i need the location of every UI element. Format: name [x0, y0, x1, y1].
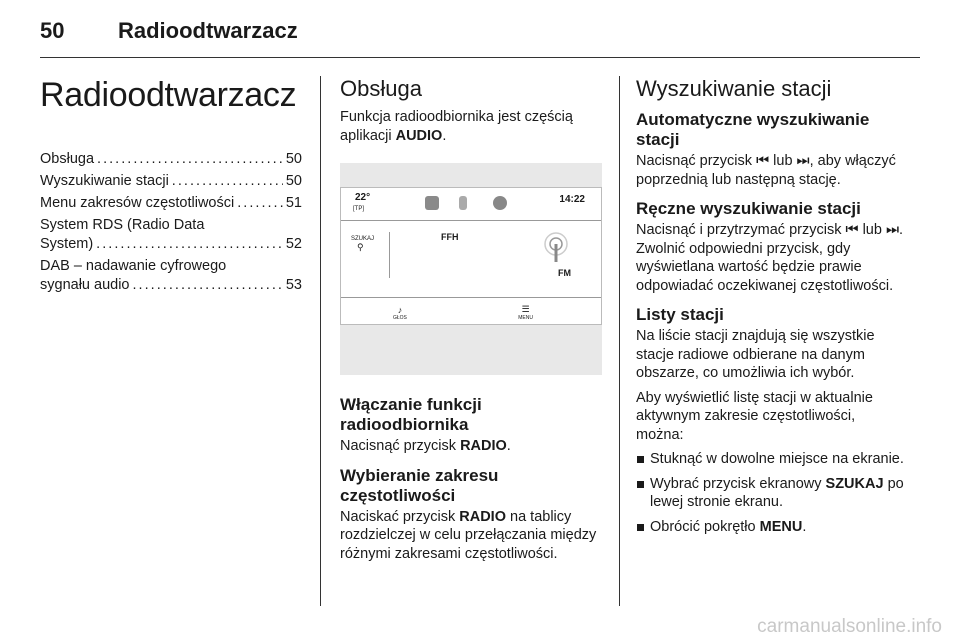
subsection-title: Listy stacji: [636, 305, 724, 324]
clock-readout: 14:22: [559, 194, 585, 205]
subsection-paragraph: Naciskać przycisk RADIO na tablicy rozdzielczej w celu przełączania między różnymi zakresami częstotliwości.: [340, 508, 597, 562]
watermark: carmanualsonline.info: [757, 616, 942, 637]
bullet-list: [636, 450, 904, 536]
app-icons: [421, 190, 521, 218]
subsection-title: Ręczne wyszukiwanie stacji: [636, 199, 861, 218]
bullet-item: Obrócić pokrętło MENU.: [636, 518, 904, 537]
phone-icon[interactable]: [459, 196, 467, 210]
section-title: Wyszukiwanie stacji: [636, 76, 832, 101]
station-search-column: [636, 76, 904, 542]
radio-screen: [340, 187, 602, 325]
speaker-icon: ♪: [397, 305, 403, 315]
bullet-item: Stuknąć w dowolne miejsce na ekranie.: [636, 450, 904, 469]
search-icon: ⚲: [357, 242, 364, 252]
subsection-paragraph: Nacisnąć przycisk RADIO.: [340, 438, 511, 454]
skip-back-icon: ⏮: [845, 222, 859, 238]
intro-paragraph: Funkcja radioodbiornika jest częścią aplikacji AUDIO.: [340, 109, 573, 144]
page-number: 50: [40, 18, 65, 43]
toc-entry-page: 50: [285, 151, 302, 167]
screen-divider: [389, 232, 390, 278]
column-divider-2: [619, 76, 620, 606]
toc-entry[interactable]: [40, 172, 302, 191]
subsection-title: Włączanie funkcji radioodbiornika: [340, 395, 482, 434]
tp-indicator: [TP]: [353, 206, 365, 212]
toc-column: [40, 76, 302, 298]
toc-entry-page: 51: [285, 195, 302, 211]
skip-forward-icon: ⏭: [885, 222, 900, 238]
toc-entry[interactable]: [40, 194, 302, 213]
toc-entry-page: 50: [285, 173, 302, 189]
column-divider-1: [320, 76, 321, 606]
toc-entry-page: 53: [285, 277, 302, 293]
screen-top-bar: [341, 188, 601, 221]
music-note-icon[interactable]: [425, 196, 439, 210]
skip-back-icon: ⏮: [756, 153, 770, 169]
operation-column: [340, 76, 602, 569]
menu-icon: ☰: [521, 304, 530, 314]
toc-entry-title: sygnału audio: [40, 277, 130, 293]
subsection-paragraph: Na liście stacji znajdują się wszystkie stacje radiowe odbierane na danym obszarze, co umożliwia ich wybór.: [636, 328, 875, 381]
subsection-paragraph: Aby wyświetlić listę stacji w aktualnie aktywnym zakresie częstotliwości, można:: [636, 389, 873, 443]
toc-entry-title: Menu zakresów częstotliwości: [40, 195, 235, 211]
temperature-readout: 22°: [355, 192, 371, 203]
section-title: Obsługa: [340, 76, 422, 101]
station-name: FFH: [441, 232, 459, 242]
header-rule: [40, 57, 920, 58]
bullet-item: Wybrać przycisk ekranowy SZUKAJ po lewej stronie ekranu.: [636, 475, 904, 512]
toc-entry-title-line1: DAB – nadawanie cyfrowego: [40, 258, 227, 274]
infotainment-screen-figure: [340, 163, 602, 375]
page-header: [40, 18, 920, 58]
sound-button[interactable]: ♪ GŁOS: [393, 305, 407, 321]
search-button[interactable]: SZUKAJ ⚲: [351, 236, 375, 252]
toc-entry[interactable]: [40, 216, 302, 254]
toc-entry-title-line1: System RDS (Radio Data: [40, 217, 205, 233]
menu-button[interactable]: ☰ MENU: [518, 304, 533, 321]
toc-entry[interactable]: [40, 257, 302, 295]
globe-icon[interactable]: [493, 196, 507, 210]
toc-entry-title: System): [40, 236, 94, 252]
radio-antenna-icon: [541, 230, 571, 264]
skip-forward-icon: ⏭: [796, 153, 810, 169]
subsection-title: Automatyczne wyszukiwanie stacji: [636, 110, 870, 149]
chapter-title: Radioodtwarzacz: [40, 76, 297, 114]
band-indicator: FM: [558, 268, 571, 278]
toc-entry-page: 52: [285, 236, 302, 252]
toc-entry-title: Obsługa: [40, 151, 95, 167]
toc-entry-title: Wyszukiwanie stacji: [40, 173, 169, 189]
subsection-paragraph: Nacisnąć przycisk ⏮ lub ⏭, aby włączyć poprzednią lub następną stację.: [636, 153, 896, 188]
subsection-paragraph: Nacisnąć i przytrzymać przycisk ⏮ lub ⏭. Zwolnić odpowiedni przycisk, gdy wyświetlana wartość będzie prawie odpowiadać oczekiwanej częstotliwości.: [636, 222, 904, 294]
toc-list: [40, 150, 302, 295]
toc-entry[interactable]: [40, 150, 302, 169]
screen-bottom-bar: [341, 297, 601, 324]
subsection-title: Wybieranie zakresu częstotliwości: [340, 465, 499, 505]
running-title: Radioodtwarzacz: [118, 18, 298, 43]
